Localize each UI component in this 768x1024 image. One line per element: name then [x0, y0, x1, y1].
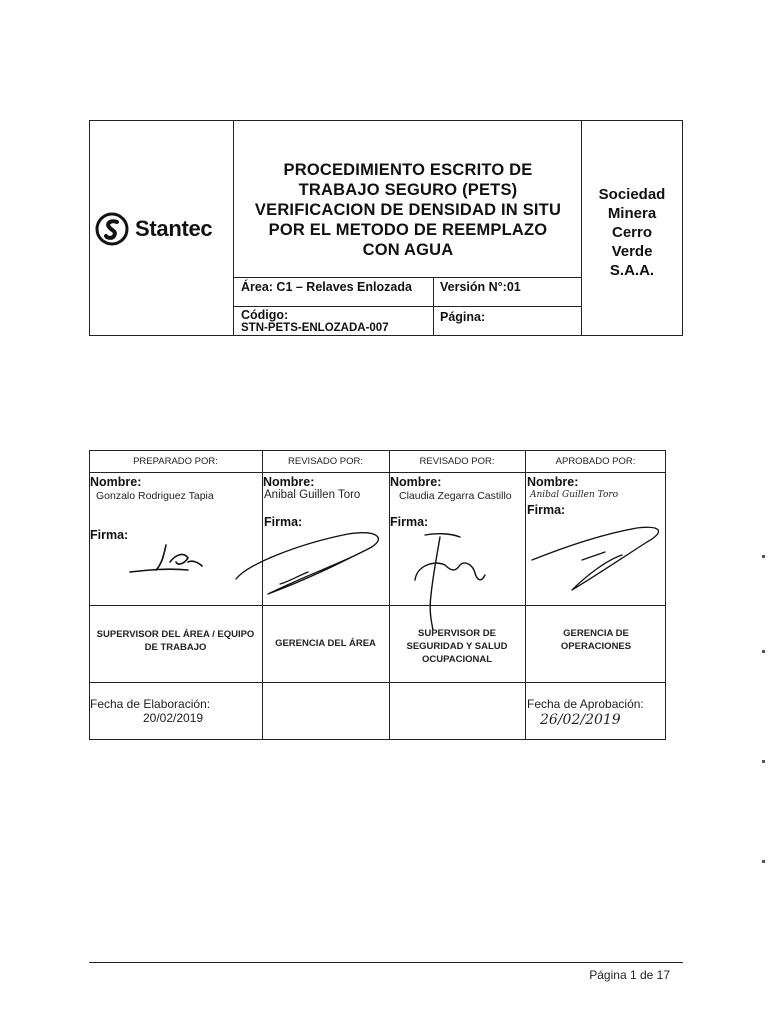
footer-divider	[89, 962, 683, 963]
fecha-aprobacion-label: Fecha de Aprobación:	[527, 697, 644, 711]
title-line: CON AGUA	[362, 241, 454, 259]
codigo-label: Código:	[241, 308, 289, 322]
header-divider	[433, 277, 434, 336]
header-divider	[234, 306, 581, 307]
page-number: Página 1 de 17	[589, 968, 670, 982]
logo-text: Stantec	[135, 216, 213, 241]
name-label: Nombre:	[390, 475, 442, 489]
approver-name-handwritten: Anibal Guillen Toro	[530, 490, 619, 500]
signature-label: Firma:	[264, 515, 303, 529]
preparer-signature	[118, 540, 218, 580]
title-line: PROCEDIMIENTO ESCRITO DE	[283, 161, 533, 179]
header-divider	[234, 277, 581, 278]
role-gerencia-operaciones: GERENCIA DE OPERACIONES	[560, 628, 632, 652]
reviewer-signature	[228, 524, 393, 604]
area-field: Área: C1 – Relaves Enlozada	[241, 280, 412, 294]
preparer-name: Gonzalo Rodriguez Tapia	[96, 490, 214, 502]
company-logo	[95, 205, 231, 253]
name-label: Nombre:	[527, 475, 579, 489]
signature-label: Firma:	[90, 528, 129, 542]
table-divider	[525, 450, 526, 740]
column-header-reviewed: REVISADO POR:	[419, 456, 495, 467]
company-line: Sociedad	[598, 186, 666, 203]
reviewer-name: Claudia Zegarra Castillo	[399, 490, 512, 502]
title-line: VERIFICACION DE DENSIDAD IN SITU	[254, 201, 562, 219]
codigo-value: STN-PETS-ENLOZADA-007	[241, 322, 389, 334]
column-header-reviewed: REVISADO POR:	[288, 456, 363, 467]
title-line: POR EL METODO DE REEMPLAZO	[268, 221, 548, 239]
role-supervisor-area: SUPERVISOR DEL ÁREA / EQUIPO DE TRABAJO	[96, 629, 255, 653]
name-label: Nombre:	[90, 475, 142, 489]
role-gerencia-area: GERENCIA DEL ÁREA	[275, 638, 376, 649]
pagina-label: Página:	[440, 310, 486, 324]
approver-signature	[527, 520, 667, 600]
signature-label: Firma:	[390, 515, 429, 529]
table-divider	[89, 605, 666, 606]
reviewer-name: Anibal Guillen Toro	[264, 489, 361, 501]
title-line: TRABAJO SEGURO (PETS)	[298, 181, 518, 199]
document-title	[236, 160, 580, 260]
fecha-elaboracion-label: Fecha de Elaboración:	[90, 697, 211, 711]
company-line: Verde	[611, 243, 653, 260]
fecha-aprobacion-value: 26/02/2019	[540, 712, 621, 728]
column-header-prepared: PREPARADO POR:	[133, 456, 218, 467]
scan-artifact	[762, 860, 765, 863]
table-divider	[89, 682, 666, 683]
company-line: S.A.A.	[609, 262, 655, 279]
table-divider	[89, 472, 666, 473]
scan-artifact	[762, 555, 765, 558]
signature-label: Firma:	[527, 503, 566, 517]
column-header-approved: APROBADO POR:	[555, 456, 636, 467]
name-label: Nombre:	[263, 475, 315, 489]
reviewer-signature	[395, 525, 505, 635]
scan-artifact	[762, 650, 765, 653]
stantec-logo-icon	[95, 212, 129, 246]
company-name	[582, 185, 682, 280]
fecha-elaboracion-value: 20/02/2019	[143, 711, 204, 725]
company-line: Cerro	[611, 224, 652, 241]
company-line: Minera	[607, 205, 657, 222]
role-supervisor-seguridad: SUPERVISOR DE SEGURIDAD Y SALUD OCUPACIONAL	[406, 628, 508, 665]
scan-artifact	[762, 760, 765, 763]
version-field: Versión N°:01	[440, 280, 521, 294]
